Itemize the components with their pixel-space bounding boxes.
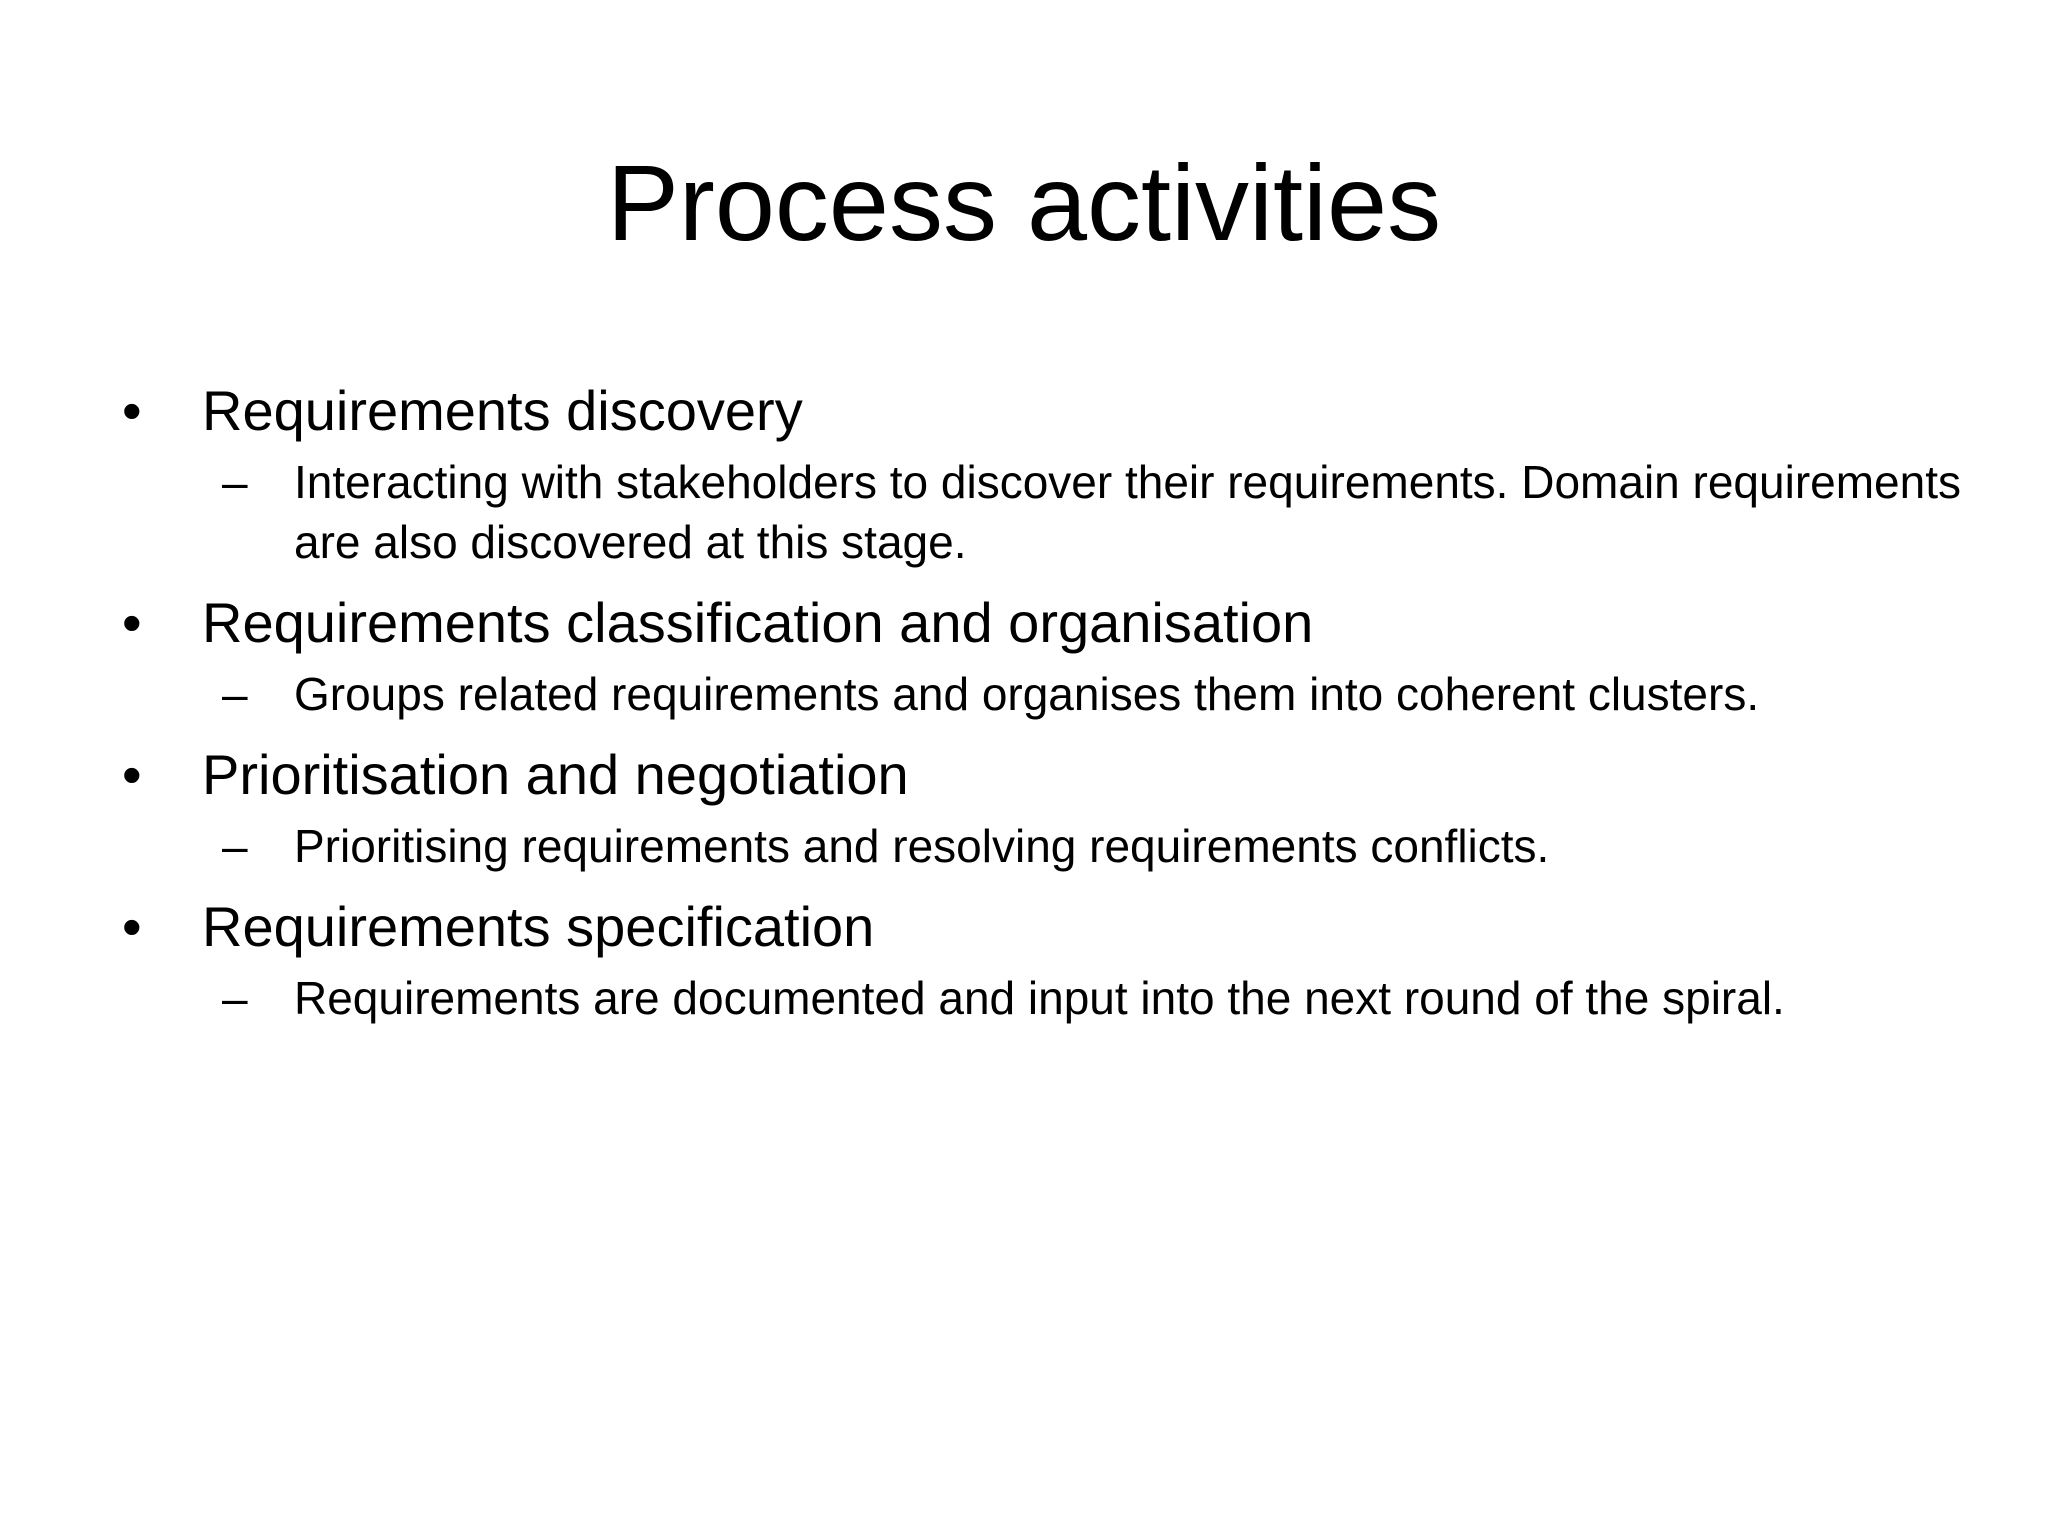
- slide-title: Process activities: [606, 142, 1442, 263]
- sub-bullet-text: Prioritising requirements and resolving requirements conflicts.: [294, 820, 1550, 872]
- sub-bullet-marker: –: [222, 456, 248, 508]
- level1-row: [122, 370, 1962, 452]
- bullet-text: Requirements classification and organisation: [202, 591, 1314, 654]
- bullet-marker: •: [122, 895, 142, 958]
- sub-bullet-text: Groups related requirements and organises them into coherent clusters.: [294, 668, 1760, 720]
- sub-bullet-text: Interacting with stakeholders to discover their requirements. Domain requirements are also discovered at this stage.: [294, 456, 1961, 568]
- slide-content: [122, 370, 1962, 1038]
- level1-row: [122, 582, 1962, 664]
- sub-bullet-row: [222, 968, 1962, 1028]
- sub-bullet-marker: –: [222, 668, 248, 720]
- bullet-marker: •: [122, 743, 142, 806]
- level1-row: [122, 734, 1962, 816]
- bullet-item-requirements-specification: [122, 886, 1962, 1028]
- sub-bullet-row: [222, 664, 1962, 724]
- sub-bullet-row: [222, 816, 1962, 876]
- bullet-item-requirements-classification: [122, 582, 1962, 724]
- bullet-marker: •: [122, 379, 142, 442]
- sub-bullet-text: Requirements are documented and input into the next round of the spiral.: [294, 972, 1785, 1024]
- sub-bullet-row: [222, 452, 1962, 572]
- bullet-item-requirements-discovery: [122, 370, 1962, 572]
- bullet-item-prioritisation-negotiation: [122, 734, 1962, 876]
- bullet-text: Requirements discovery: [202, 379, 803, 442]
- sub-bullet-marker: –: [222, 820, 248, 872]
- bullet-marker: •: [122, 591, 142, 654]
- bullet-text: Requirements specification: [202, 895, 875, 958]
- level1-row: [122, 886, 1962, 968]
- sub-bullet-marker: –: [222, 972, 248, 1024]
- bullet-text: Prioritisation and negotiation: [202, 743, 909, 806]
